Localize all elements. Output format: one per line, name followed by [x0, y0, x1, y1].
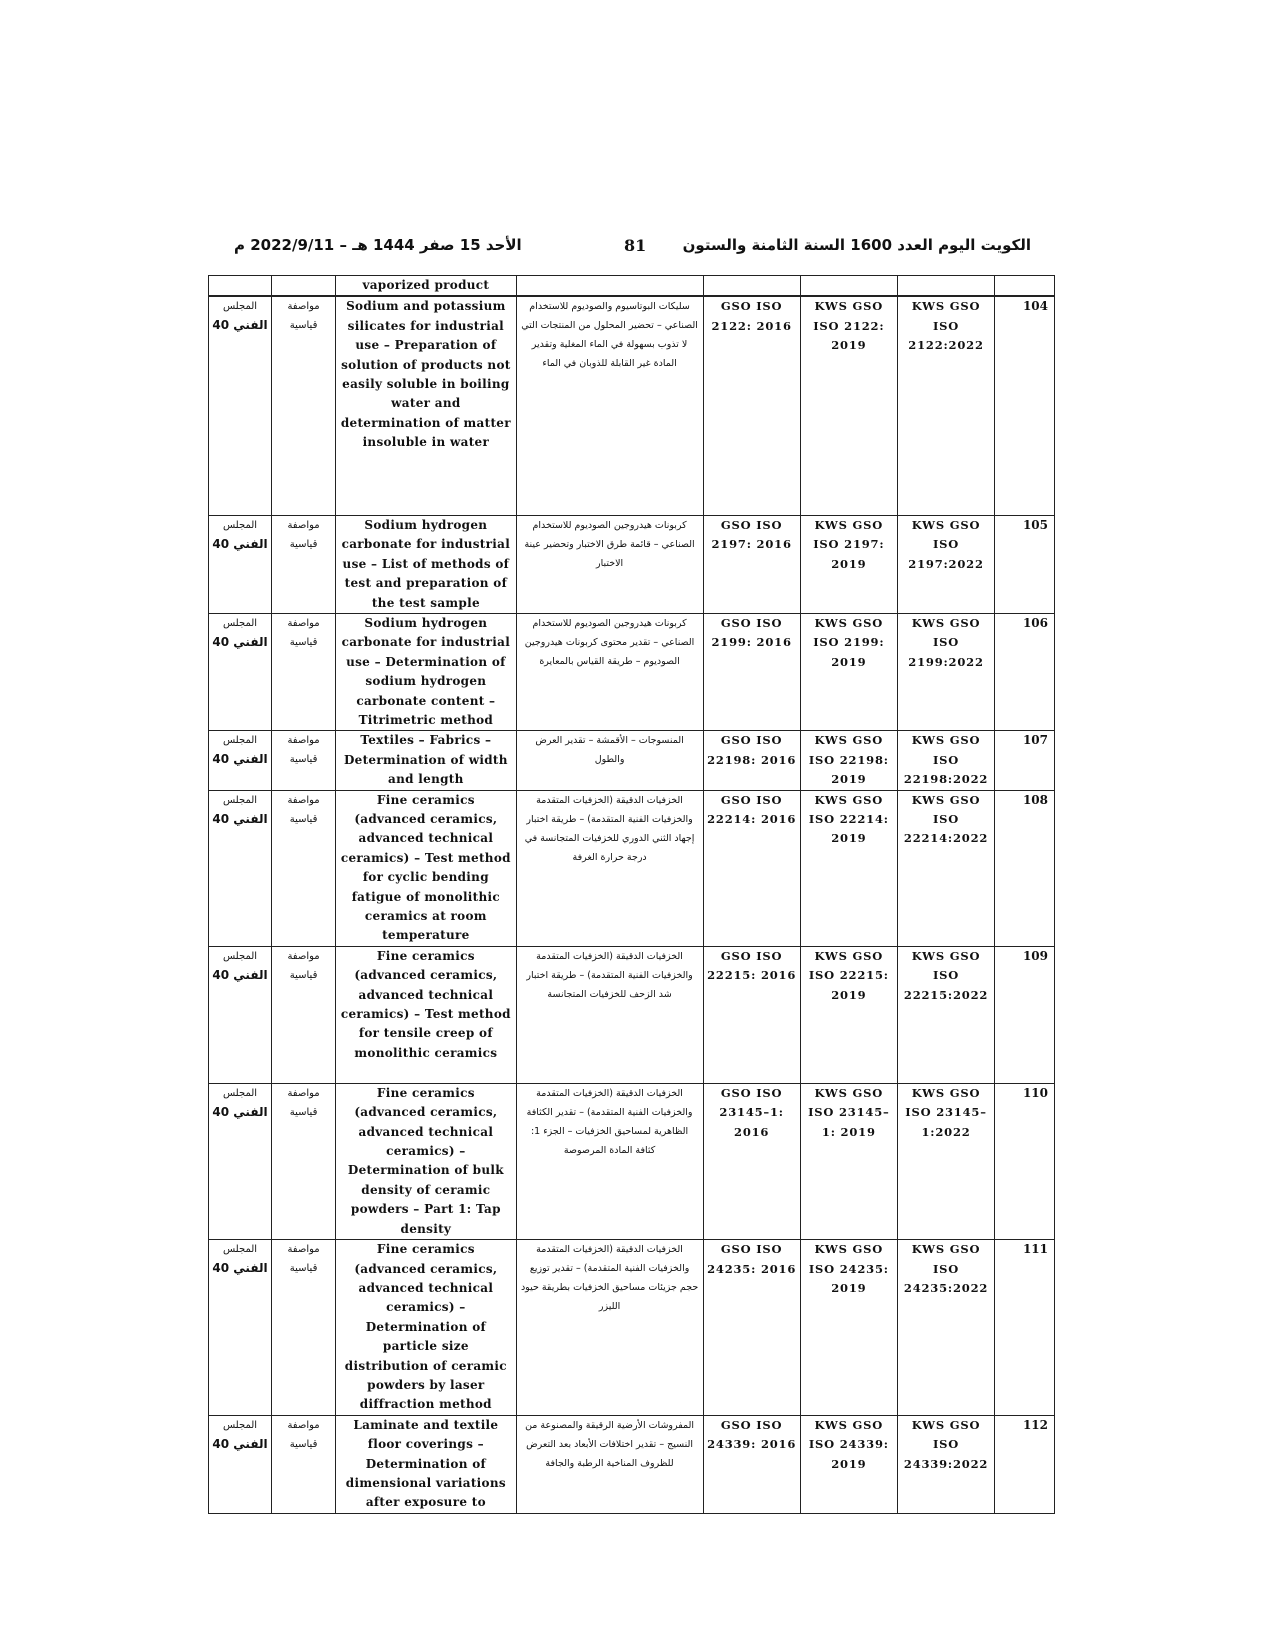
table-row	[209, 515, 1055, 613]
kws-new-reference: KWS GSO ISO 24339:2022	[897, 1415, 994, 1513]
gso-reference: GSO ISO 2122: 2016	[703, 296, 800, 515]
gso-reference: GSO ISO 2199: 2016	[703, 613, 800, 730]
council-label: المجلس	[222, 1419, 258, 1431]
header-page-number: 81	[624, 236, 647, 255]
council-number: الفني 40	[212, 752, 268, 767]
council-cell	[209, 296, 272, 515]
council-label: المجلس	[222, 301, 258, 313]
standards-table	[208, 275, 1055, 1514]
table-row	[209, 946, 1055, 1083]
arabic-title: كربونات هيدروجين الصوديوم للاستخدام الصناعي – قائمة طرق الاختبار وتحضير عينة الاختبار	[516, 515, 703, 613]
standard-type: مواصفة قياسية	[272, 946, 336, 1083]
council-number: الفني 40	[212, 811, 268, 826]
kws-old-reference: KWS GSO ISO 22198: 2019	[800, 731, 897, 790]
english-title: Fine ceramics (advanced ceramics, advanced technical ceramics) – Test method for cyclic bending fatigue of monolithic ceramics at room temperature	[336, 790, 517, 946]
arabic-title: المنسوجات – الأقمشة – تقدير العرض والطول	[516, 731, 703, 790]
council-cell	[209, 1415, 272, 1513]
gso-reference: GSO ISO 22198: 2016	[703, 731, 800, 790]
council-number: الفني 40	[212, 1261, 268, 1276]
council-cell	[209, 1240, 272, 1416]
standard-type: مواصفة قياسية	[272, 1240, 336, 1416]
english-title: Laminate and textile floor coverings – Determination of dimensional variations after exposure to	[336, 1415, 517, 1513]
table-row	[209, 1240, 1055, 1416]
continuation-english: vaporized product	[336, 276, 517, 297]
standard-type: مواصفة قياسية	[272, 613, 336, 730]
council-label: المجلس	[222, 735, 258, 747]
header-date: الأحد 15 صفر 1444 هـ – 2022/9/11 م	[234, 236, 522, 254]
header-issue: الكويت اليوم العدد 1600 السنة الثامنة والستون	[682, 236, 1031, 254]
kws-new-reference: KWS GSO ISO 24235:2022	[897, 1240, 994, 1416]
council-label: المجلس	[222, 1244, 258, 1256]
english-title: Fine ceramics (advanced ceramics, advanced technical ceramics) – Test method for tensile creep of monolithic ceramics	[336, 946, 517, 1083]
council-number: الفني 40	[212, 536, 268, 551]
council-number: الفني 40	[212, 1104, 268, 1119]
row-number: 111	[995, 1240, 1055, 1416]
gso-reference: GSO ISO 24339: 2016	[703, 1415, 800, 1513]
council-label: المجلس	[222, 519, 258, 531]
council-label: المجلس	[222, 1087, 258, 1099]
arabic-title: الخزفيات الدقيقة (الخزفيات المتقدمة والخزفيات الفنية المتقدمة) – تقدير الكثافة الظاهرية لمساحيق الخزفيات – الجزء 1: كثافة المادة المرصوصة	[516, 1083, 703, 1239]
arabic-title: الخزفيات الدقيقة (الخزفيات المتقدمة والخزفيات الفنية المتقدمة) – تقدير توزيع حجم جزيئات مساحيق الخزفيات بطريقة حيود الليزر	[516, 1240, 703, 1416]
kws-new-reference: KWS GSO ISO 22214:2022	[897, 790, 994, 946]
gso-reference: GSO ISO 22215: 2016	[703, 946, 800, 1083]
row-number: 108	[995, 790, 1055, 946]
council-number: الفني 40	[212, 318, 268, 333]
kws-new-reference: KWS GSO ISO 2122:2022	[897, 296, 994, 515]
arabic-title: كربونات هيدروجين الصوديوم للاستخدام الصناعي – تقدير محتوى كربونات هيدروجين الصوديوم – طريقة القياس بالمعايرة	[516, 613, 703, 730]
kws-new-reference: KWS GSO ISO 22198:2022	[897, 731, 994, 790]
english-title: Sodium hydrogen carbonate for industrial use – Determination of sodium hydrogen carbonate content – Titrimetric method	[336, 613, 517, 730]
row-number: 104	[995, 296, 1055, 515]
table-row	[209, 790, 1055, 946]
council-label: المجلس	[222, 794, 258, 806]
arabic-title: سليكات البوتاسيوم والصوديوم للاستخدام الصناعي – تحضير المحلول من المنتجات التي لا تذوب بسهولة في الماء المغلية وتقدير المادة غير القابلة للذوبان في الماء	[516, 296, 703, 515]
gso-reference: GSO ISO 2197: 2016	[703, 515, 800, 613]
arabic-title: المفروشات الأرضية الرقيقة والمصنوعة من النسيج – تقدير اختلافات الأبعاد بعد التعرض للظروف المناخية الرطبة والجافة	[516, 1415, 703, 1513]
council-cell	[209, 515, 272, 613]
english-title: Sodium and potassium silicates for industrial use – Preparation of solution of products not easily soluble in boiling water and determination of matter insoluble in water	[336, 296, 517, 515]
council-label: المجلس	[222, 950, 258, 962]
kws-old-reference: KWS GSO ISO 24235: 2019	[800, 1240, 897, 1416]
kws-old-reference: KWS GSO ISO 24339: 2019	[800, 1415, 897, 1513]
council-number: الفني 40	[212, 634, 268, 649]
kws-new-reference: KWS GSO ISO 2199:2022	[897, 613, 994, 730]
council-number: الفني 40	[212, 1436, 268, 1451]
council-cell	[209, 946, 272, 1083]
kws-new-reference: KWS GSO ISO 22215:2022	[897, 946, 994, 1083]
row-number: 110	[995, 1083, 1055, 1239]
kws-old-reference: KWS GSO ISO 22214: 2019	[800, 790, 897, 946]
standard-type: مواصفة قياسية	[272, 515, 336, 613]
standard-type: مواصفة قياسية	[272, 731, 336, 790]
council-cell	[209, 790, 272, 946]
standard-type: مواصفة قياسية	[272, 296, 336, 515]
council-cell	[209, 1083, 272, 1239]
english-title: Sodium hydrogen carbonate for industrial use – List of methods of test and preparation of the test sample	[336, 515, 517, 613]
row-number: 106	[995, 613, 1055, 730]
table-row	[209, 296, 1055, 515]
row-number: 112	[995, 1415, 1055, 1513]
council-cell	[209, 731, 272, 790]
council-label: المجلس	[222, 617, 258, 629]
arabic-title: الخزفيات الدقيقة (الخزفيات المتقدمة والخزفيات الفنية المتقدمة) – طريقة اختبار شد الزحف للخزفيات المتجانسة	[516, 946, 703, 1083]
table-row	[209, 613, 1055, 730]
english-title: Textiles – Fabrics – Determination of width and length	[336, 731, 517, 790]
standard-type: مواصفة قياسية	[272, 1083, 336, 1239]
council-cell	[209, 613, 272, 730]
kws-old-reference: KWS GSO ISO 23145– 1: 2019	[800, 1083, 897, 1239]
kws-old-reference: KWS GSO ISO 2197: 2019	[800, 515, 897, 613]
english-title: Fine ceramics (advanced ceramics, advanced technical ceramics) – Determination of bulk density of ceramic powders – Part 1: Tap density	[336, 1083, 517, 1239]
row-number: 107	[995, 731, 1055, 790]
kws-old-reference: KWS GSO ISO 2122: 2019	[800, 296, 897, 515]
row-number: 105	[995, 515, 1055, 613]
gso-reference: GSO ISO 22214: 2016	[703, 790, 800, 946]
standard-type: مواصفة قياسية	[272, 1415, 336, 1513]
table-row	[209, 1083, 1055, 1239]
arabic-title: الخزفيات الدقيقة (الخزفيات المتقدمة والخزفيات الفنية المتقدمة) – طريقة اختبار إجهاد الثني الدوري للخزفيات المتجانسة في درجة حرارة الغرفة	[516, 790, 703, 946]
english-title: Fine ceramics (advanced ceramics, advanced technical ceramics) – Determination of particle size distribution of ceramic powders by laser diffraction method	[336, 1240, 517, 1416]
row-number: 109	[995, 946, 1055, 1083]
council-number: الفني 40	[212, 967, 268, 982]
kws-new-reference: KWS GSO ISO 2197:2022	[897, 515, 994, 613]
page-header	[234, 236, 1031, 266]
table-row	[209, 731, 1055, 790]
gso-reference: GSO ISO 24235: 2016	[703, 1240, 800, 1416]
standard-type: مواصفة قياسية	[272, 790, 336, 946]
kws-new-reference: KWS GSO ISO 23145– 1:2022	[897, 1083, 994, 1239]
gso-reference: GSO ISO 23145–1: 2016	[703, 1083, 800, 1239]
kws-old-reference: KWS GSO ISO 2199: 2019	[800, 613, 897, 730]
continuation-row	[209, 276, 1055, 297]
kws-old-reference: KWS GSO ISO 22215: 2019	[800, 946, 897, 1083]
table-row	[209, 1415, 1055, 1513]
